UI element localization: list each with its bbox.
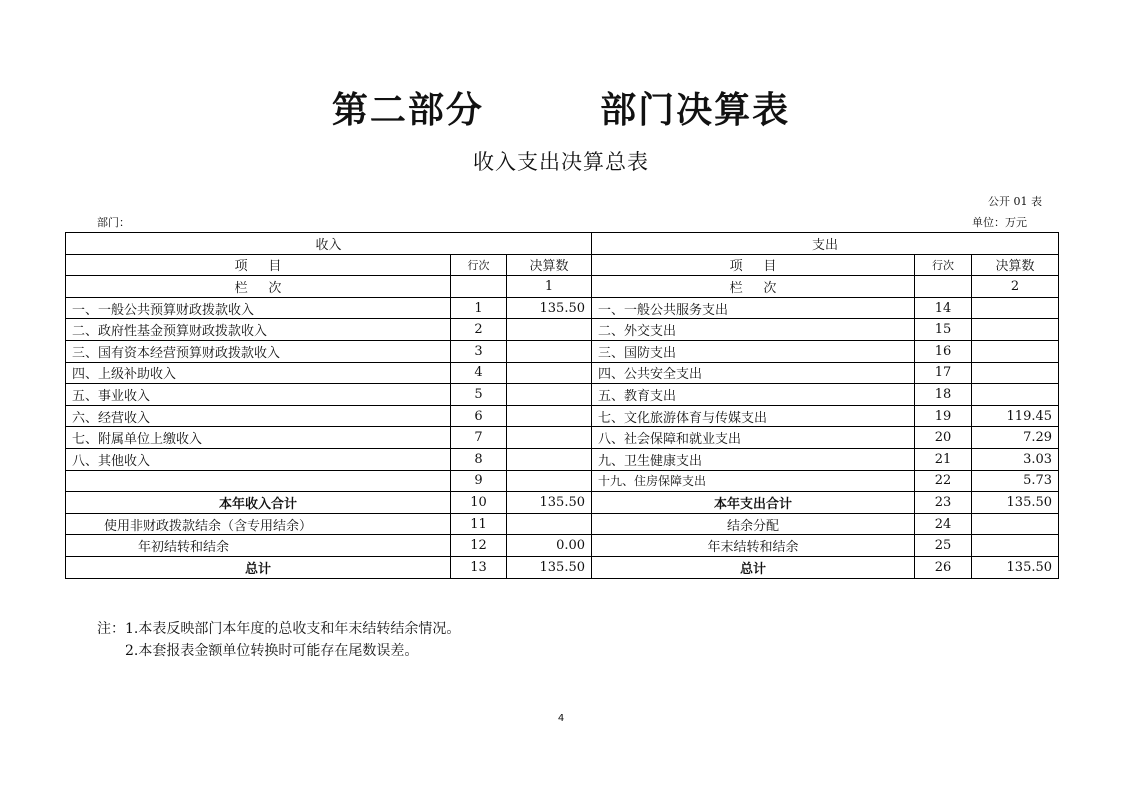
expense-item: 五、教育支出: [592, 384, 915, 406]
table-row: [66, 340, 1059, 362]
expense-item: 二、外交支出: [592, 319, 915, 341]
expense-total-label: 本年支出合计: [592, 492, 915, 514]
income-line-no: 9: [451, 470, 507, 492]
closing-balance-label: 年末结转和结余: [592, 535, 915, 557]
income-expense-table: [65, 232, 1059, 579]
table-row: [66, 362, 1059, 384]
grand-income-line: 13: [451, 556, 507, 578]
expense-line-no: 16: [915, 340, 972, 362]
income-amount: [507, 405, 592, 427]
expense-amount: [972, 319, 1059, 341]
expense-amount-header: 决算数: [972, 254, 1059, 276]
expense-amount: [972, 362, 1059, 384]
expense-line-no: 20: [915, 427, 972, 449]
expense-amount: [972, 384, 1059, 406]
income-line-no: 3: [451, 340, 507, 362]
income-line-no: 6: [451, 405, 507, 427]
expense-header: 支出: [592, 233, 1059, 255]
income-amount: [507, 427, 592, 449]
income-column-label: 栏 次: [66, 276, 451, 298]
expense-line-no: 19: [915, 405, 972, 427]
surplus-distribution-line: 24: [915, 513, 972, 535]
income-item-header: 项 目: [66, 254, 451, 276]
income-amount: [507, 319, 592, 341]
income-line-no: 4: [451, 362, 507, 384]
column-header-row: [66, 254, 1059, 276]
surplus-distribution-label: 结余分配: [592, 513, 915, 535]
income-amount: [507, 340, 592, 362]
nonfiscal-balance-line: 11: [451, 513, 507, 535]
grand-expense-line: 26: [915, 556, 972, 578]
income-amount: [507, 384, 592, 406]
closing-balance-line: 25: [915, 535, 972, 557]
income-item: [66, 470, 451, 492]
opening-balance-line: 12: [451, 535, 507, 557]
expense-amount: 5.73: [972, 470, 1059, 492]
income-column-number: 1: [507, 276, 592, 298]
income-item: 三、国有资本经营预算财政拨款收入: [66, 340, 451, 362]
table-row: [66, 427, 1059, 449]
expense-amount: [972, 297, 1059, 319]
expense-total-amount: 135.50: [972, 492, 1059, 514]
note-line-2: 2.本套报表金额单位转换时可能存在尾数误差。: [125, 643, 419, 659]
income-line-blank: [451, 276, 507, 298]
expense-item: 九、卫生健康支出: [592, 448, 915, 470]
year-total-row: [66, 492, 1059, 514]
expense-line-no: 14: [915, 297, 972, 319]
expense-line-no: 21: [915, 448, 972, 470]
expense-item: 八、社会保障和就业支出: [592, 427, 915, 449]
income-item: 六、经营收入: [66, 405, 451, 427]
expense-line-no: 18: [915, 384, 972, 406]
income-line-no: 2: [451, 319, 507, 341]
opening-balance-amount: 0.00: [507, 535, 592, 557]
income-line-header: 行次: [451, 254, 507, 276]
expense-item: 七、文化旅游体育与传媒支出: [592, 405, 915, 427]
opening-balance-label: 年初结转和结余: [66, 535, 451, 557]
table-row: [66, 384, 1059, 406]
income-item: 七、附属单位上缴收入: [66, 427, 451, 449]
income-item: 一、一般公共预算财政拨款收入: [66, 297, 451, 319]
table-row: [66, 297, 1059, 319]
income-item: 四、上级补助收入: [66, 362, 451, 384]
expense-line-header: 行次: [915, 254, 972, 276]
expense-item: 四、公共安全支出: [592, 362, 915, 384]
page-number: 4: [557, 713, 565, 724]
unit-label: 单位：万元: [972, 216, 1027, 229]
expense-line-blank: [915, 276, 972, 298]
income-line-no: 1: [451, 297, 507, 319]
expense-amount: 119.45: [972, 405, 1059, 427]
grand-expense-amount: 135.50: [972, 556, 1059, 578]
expense-line-no: 17: [915, 362, 972, 384]
expense-amount: 7.29: [972, 427, 1059, 449]
expense-item-header: 项 目: [592, 254, 915, 276]
income-item: 五、事业收入: [66, 384, 451, 406]
income-line-no: 8: [451, 448, 507, 470]
income-total-amount: 135.50: [507, 492, 592, 514]
balance-row: [66, 513, 1059, 535]
expense-line-no: 22: [915, 470, 972, 492]
income-amount: [507, 362, 592, 384]
grand-income-amount: 135.50: [507, 556, 592, 578]
note-line-1: 注：1.本表反映部门本年度的总收支和年末结转结余情况。: [97, 621, 461, 637]
income-item: 二、政府性基金预算财政拨款收入: [66, 319, 451, 341]
carryover-row: [66, 535, 1059, 557]
table-row: [66, 405, 1059, 427]
nonfiscal-balance-label: 使用非财政拨款结余（含专用结余）: [66, 513, 451, 535]
income-total-line: 10: [451, 492, 507, 514]
income-amount: [507, 470, 592, 492]
surplus-distribution-amount: [972, 513, 1059, 535]
income-total-label: 本年收入合计: [66, 492, 451, 514]
form-number: 公开 01 表: [988, 195, 1042, 208]
section-header-row: [66, 233, 1059, 255]
expense-amount: 3.03: [972, 448, 1059, 470]
income-item: 八、其他收入: [66, 448, 451, 470]
department-label: 部门：: [97, 216, 130, 229]
table-row: [66, 319, 1059, 341]
closing-balance-amount: [972, 535, 1059, 557]
income-header: 收入: [66, 233, 592, 255]
column-number-row: [66, 276, 1059, 298]
grand-total-row: [66, 556, 1059, 578]
expense-column-number: 2: [972, 276, 1059, 298]
expense-total-line: 23: [915, 492, 972, 514]
table-title: 收入支出决算总表: [473, 150, 649, 174]
grand-expense-label: 总计: [592, 556, 915, 578]
income-amount: [507, 448, 592, 470]
grand-income-label: 总计: [66, 556, 451, 578]
income-amount: 135.50: [507, 297, 592, 319]
expense-column-label: 栏 次: [592, 276, 915, 298]
table-row: [66, 448, 1059, 470]
nonfiscal-balance-amount: [507, 513, 592, 535]
income-line-no: 5: [451, 384, 507, 406]
income-line-no: 7: [451, 427, 507, 449]
expense-item: 三、国防支出: [592, 340, 915, 362]
income-amount-header: 决算数: [507, 254, 592, 276]
expense-item: 十九、住房保障支出: [592, 470, 915, 492]
expense-line-no: 15: [915, 319, 972, 341]
expense-amount: [972, 340, 1059, 362]
expense-item: 一、一般公共服务支出: [592, 297, 915, 319]
page-title: 第二部分 部门决算表: [331, 89, 791, 131]
table-row: [66, 470, 1059, 492]
